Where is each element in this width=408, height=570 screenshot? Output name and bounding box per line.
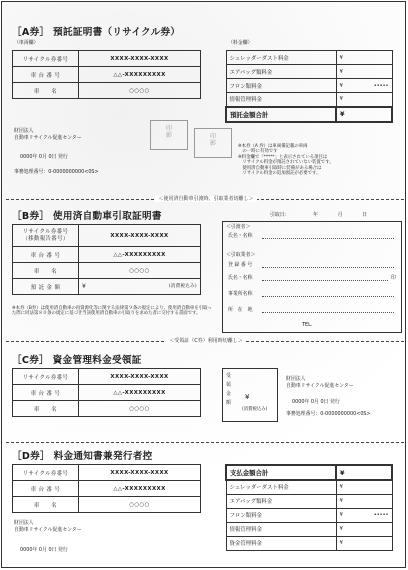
- d-value-chassis: △△-XXXXXXXXX: [79, 481, 201, 497]
- b-receiver-name-line: [262, 280, 388, 281]
- d-fee-yen: ¥: [339, 512, 343, 518]
- d-total-yen: ¥: [340, 468, 345, 477]
- table-row: [226, 480, 392, 494]
- a-fee-label-airbag: エアバッグ類料金: [226, 65, 336, 79]
- b-pickup-day: 日: [362, 212, 367, 218]
- a-fee-label-freon: フロン類料金: [226, 79, 336, 93]
- a-fee-yen: ¥: [339, 82, 343, 89]
- a-note-line: ※本券（A 券）は車両備記載の車両: [238, 144, 308, 149]
- b-title: ［B券］ 使用済自動車引取証明書: [12, 211, 162, 222]
- b-deposit-note: (消費税込み): [168, 284, 197, 289]
- c-receipt-note: (消費税込み): [242, 407, 268, 412]
- table-row: [226, 522, 392, 536]
- d-fee-table: [225, 464, 393, 551]
- table-row: [13, 83, 201, 99]
- b-value-ticket-no: XXXX-XXXX-XXXX: [79, 225, 201, 247]
- table-row: [226, 508, 392, 522]
- b-pickup-date-label: 引取日：: [270, 212, 290, 218]
- table-row: [226, 494, 392, 508]
- d-fee-value-freon: •••••: [373, 512, 389, 518]
- a-fee-label-info: 情報管理料金: [226, 93, 336, 107]
- a-fee-label-shredder: シュレッダーダスト料金: [226, 51, 336, 65]
- b-note: ※本券（B券）は使用済自動車の再資源化等に関する法律第９条の規定により、使用済自動車を引取った際に同法第８０条の規定に基づき当該使用済自動車の引取りを求めた者に交付する書面です。: [12, 306, 212, 317]
- a-note-line: リサイクル料金の追加預託が必要です。: [238, 171, 321, 177]
- b-address-line: [262, 312, 394, 313]
- seal-stamp-icon: 印 影: [150, 120, 188, 150]
- b-value-chassis: △△-XXXXXXXXX: [79, 247, 201, 263]
- cut-label-text: ＜使用済自動車引渡時、引取業者切離し＞: [155, 196, 256, 202]
- a-note-line: ※料金欄で「*****」と表示されている項目は: [238, 154, 328, 160]
- c-label-ticket-no: リサイクル券番号: [13, 369, 79, 385]
- b-reg-no: 登 録 番 号: [228, 262, 253, 268]
- c-title: ［C券］ 資金管理料金受領証: [12, 355, 142, 366]
- d-fee-label-airbag: エアバッグ類料金: [226, 494, 336, 508]
- c-issue-date: 0000年 0月 0日 発行: [292, 399, 340, 405]
- a-label-chassis: 車 台 番 号: [13, 67, 79, 83]
- a-vehicle-heading: （車両欄）: [14, 40, 39, 46]
- c-receipt-label: 受領金額: [226, 373, 231, 406]
- a-vehicle-table: [12, 50, 201, 99]
- table-row: [13, 369, 201, 385]
- table-row: [226, 65, 392, 79]
- c-vehicle-table: [12, 368, 201, 417]
- a-issuer: 自動車リサイクル促進センター: [14, 135, 82, 141]
- table-row: [13, 481, 201, 497]
- a-fee-yen: ¥: [339, 54, 343, 61]
- table-row: [13, 67, 201, 83]
- d-fee-label-freon: フロン類料金: [226, 508, 336, 522]
- table-row: [226, 93, 392, 107]
- table-row: [13, 225, 201, 247]
- a-value-ticket-no: XXXX-XXXX-XXXX: [79, 51, 201, 67]
- d-fee-label-shredder: シュレッダーダスト料金: [226, 480, 336, 494]
- d-fee-label-info: 情報管理料金: [226, 522, 336, 536]
- c-value-car-name: ○○○○: [79, 401, 201, 417]
- d-total-label: 支払金額合計: [226, 465, 336, 480]
- b-pickup-year: 年: [313, 212, 319, 218]
- d-label-ticket-no: リサイクル券番号: [13, 465, 79, 481]
- b-reg-no-line: [262, 267, 394, 268]
- d-issuer: 自動車リサイクル促進センター: [14, 527, 82, 533]
- table-row: [13, 465, 201, 481]
- a-fee-value-freon: •••••: [373, 82, 389, 89]
- b-vehicle-table: [12, 224, 201, 295]
- d-issue-date: 0000年 0月 0日 発行: [20, 547, 68, 553]
- c-value-chassis: △△-XXXXXXXXX: [79, 385, 201, 401]
- b-label-car-name: 車 名: [13, 263, 79, 279]
- b-tel: TEL.: [302, 322, 313, 328]
- table-row: [13, 385, 201, 401]
- d-fee-yen: ¥: [339, 526, 343, 532]
- c-label-car-name: 車 名: [13, 401, 79, 417]
- b-office-name-line: [262, 296, 394, 297]
- b-transferor-name-line: [262, 238, 394, 239]
- b-pickup-month: 月: [337, 212, 343, 218]
- a-note-line: 使用済自動車引取時に装備がある場合は: [238, 165, 322, 171]
- a-fee-heading: （料金欄）: [228, 40, 253, 46]
- recycle-ticket-form: [1, 1, 406, 568]
- d-fee-yen: ¥: [339, 498, 343, 504]
- cut-label-text: ＜受領証（C券）利用時切離し＞: [166, 338, 246, 344]
- a-label-ticket-no: リサイクル券番号: [13, 51, 79, 67]
- d-issuer-prefix: 財団法人: [14, 520, 34, 526]
- b-deposit-label: 預 託 金 額: [13, 279, 79, 295]
- b-transferor-heading: ＜引渡者＞: [226, 224, 251, 230]
- table-row: [13, 497, 201, 513]
- d-fee-yen: ¥: [339, 484, 343, 491]
- a-value-chassis: △△-XXXXXXXXX: [79, 67, 201, 83]
- d-fee-yen: ¥: [339, 540, 343, 546]
- table-row: [226, 79, 392, 93]
- a-fee-yen: ¥: [339, 68, 343, 75]
- d-fee-label-fund: 資金管理料金: [226, 536, 336, 550]
- a-label-car-name: 車 名: [13, 83, 79, 99]
- a-fee-table: [225, 50, 393, 123]
- cut-line: [6, 442, 404, 443]
- b-office-name: 事業所名称: [228, 291, 253, 297]
- b-receiver-heading: ＜引取業者＞: [226, 252, 256, 258]
- a-fee-yen: ¥: [339, 96, 343, 103]
- table-row: [13, 263, 201, 279]
- cut-label-2: [2, 337, 408, 344]
- d-vehicle-table: [12, 464, 201, 513]
- b-pickup-date: [270, 212, 367, 218]
- table-row: [13, 279, 201, 295]
- b-label-ticket-no: リサイクル券番号 （移動報告番号）: [13, 225, 79, 247]
- table-row: [226, 536, 392, 550]
- d-value-ticket-no: XXXX-XXXX-XXXX: [79, 465, 201, 481]
- d-label-car-name: 車 名: [13, 497, 79, 513]
- table-row: [226, 51, 392, 65]
- b-receiver-name: 氏名・名称: [228, 275, 253, 281]
- a-office-number: 事務処理番号：0-0000000000<0S>: [14, 169, 99, 175]
- c-receipt-yen: ¥: [245, 393, 250, 401]
- a-total-label: 預託金額合計: [226, 107, 336, 122]
- b-value-car-name: ○○○○: [79, 263, 201, 279]
- c-issuer-prefix: 財団法人: [286, 376, 306, 382]
- table-row: [226, 107, 392, 122]
- table-row: [13, 51, 201, 67]
- c-office-number: 事務処理番号：0-0000000000<0S>: [286, 411, 371, 417]
- b-address: 所 在 地: [228, 307, 253, 313]
- a-issuer-prefix: 財団法人: [14, 128, 34, 134]
- table-row: [13, 401, 201, 417]
- b-transferor-name: 氏名・名称: [228, 233, 253, 239]
- a-value-car-name: ○○○○: [79, 83, 201, 99]
- c-issuer: 自動車リサイクル促進センター: [286, 383, 354, 389]
- a-note-line: リサイクル料金が預託されていない装置です。: [238, 160, 334, 166]
- a-total-yen: ¥: [340, 110, 345, 118]
- cut-label-1: [2, 195, 408, 202]
- seal-stamp-icon: 印 影: [194, 128, 232, 158]
- table-row: [226, 465, 392, 480]
- d-title: ［D券］ 料金通知書兼発行者控: [12, 451, 153, 462]
- c-value-ticket-no: XXXX-XXXX-XXXX: [79, 369, 201, 385]
- a-issue-date: 0000年 0月 0日 発行: [20, 154, 68, 160]
- d-value-car-name: ○○○○: [79, 497, 201, 513]
- a-title: ［A券］ 預託証明書（リサイクル券）: [12, 27, 181, 38]
- b-label-chassis: 車 台 番 号: [13, 247, 79, 263]
- c-label-chassis: 車 台 番 号: [13, 385, 79, 401]
- table-row: [13, 247, 201, 263]
- b-seal-mark: 印: [391, 275, 396, 281]
- b-deposit-yen: ¥: [82, 283, 87, 290]
- a-notes: [238, 144, 404, 176]
- a-note-line: の一時に有効です: [238, 149, 278, 155]
- d-label-chassis: 車 台 番 号: [13, 481, 79, 497]
